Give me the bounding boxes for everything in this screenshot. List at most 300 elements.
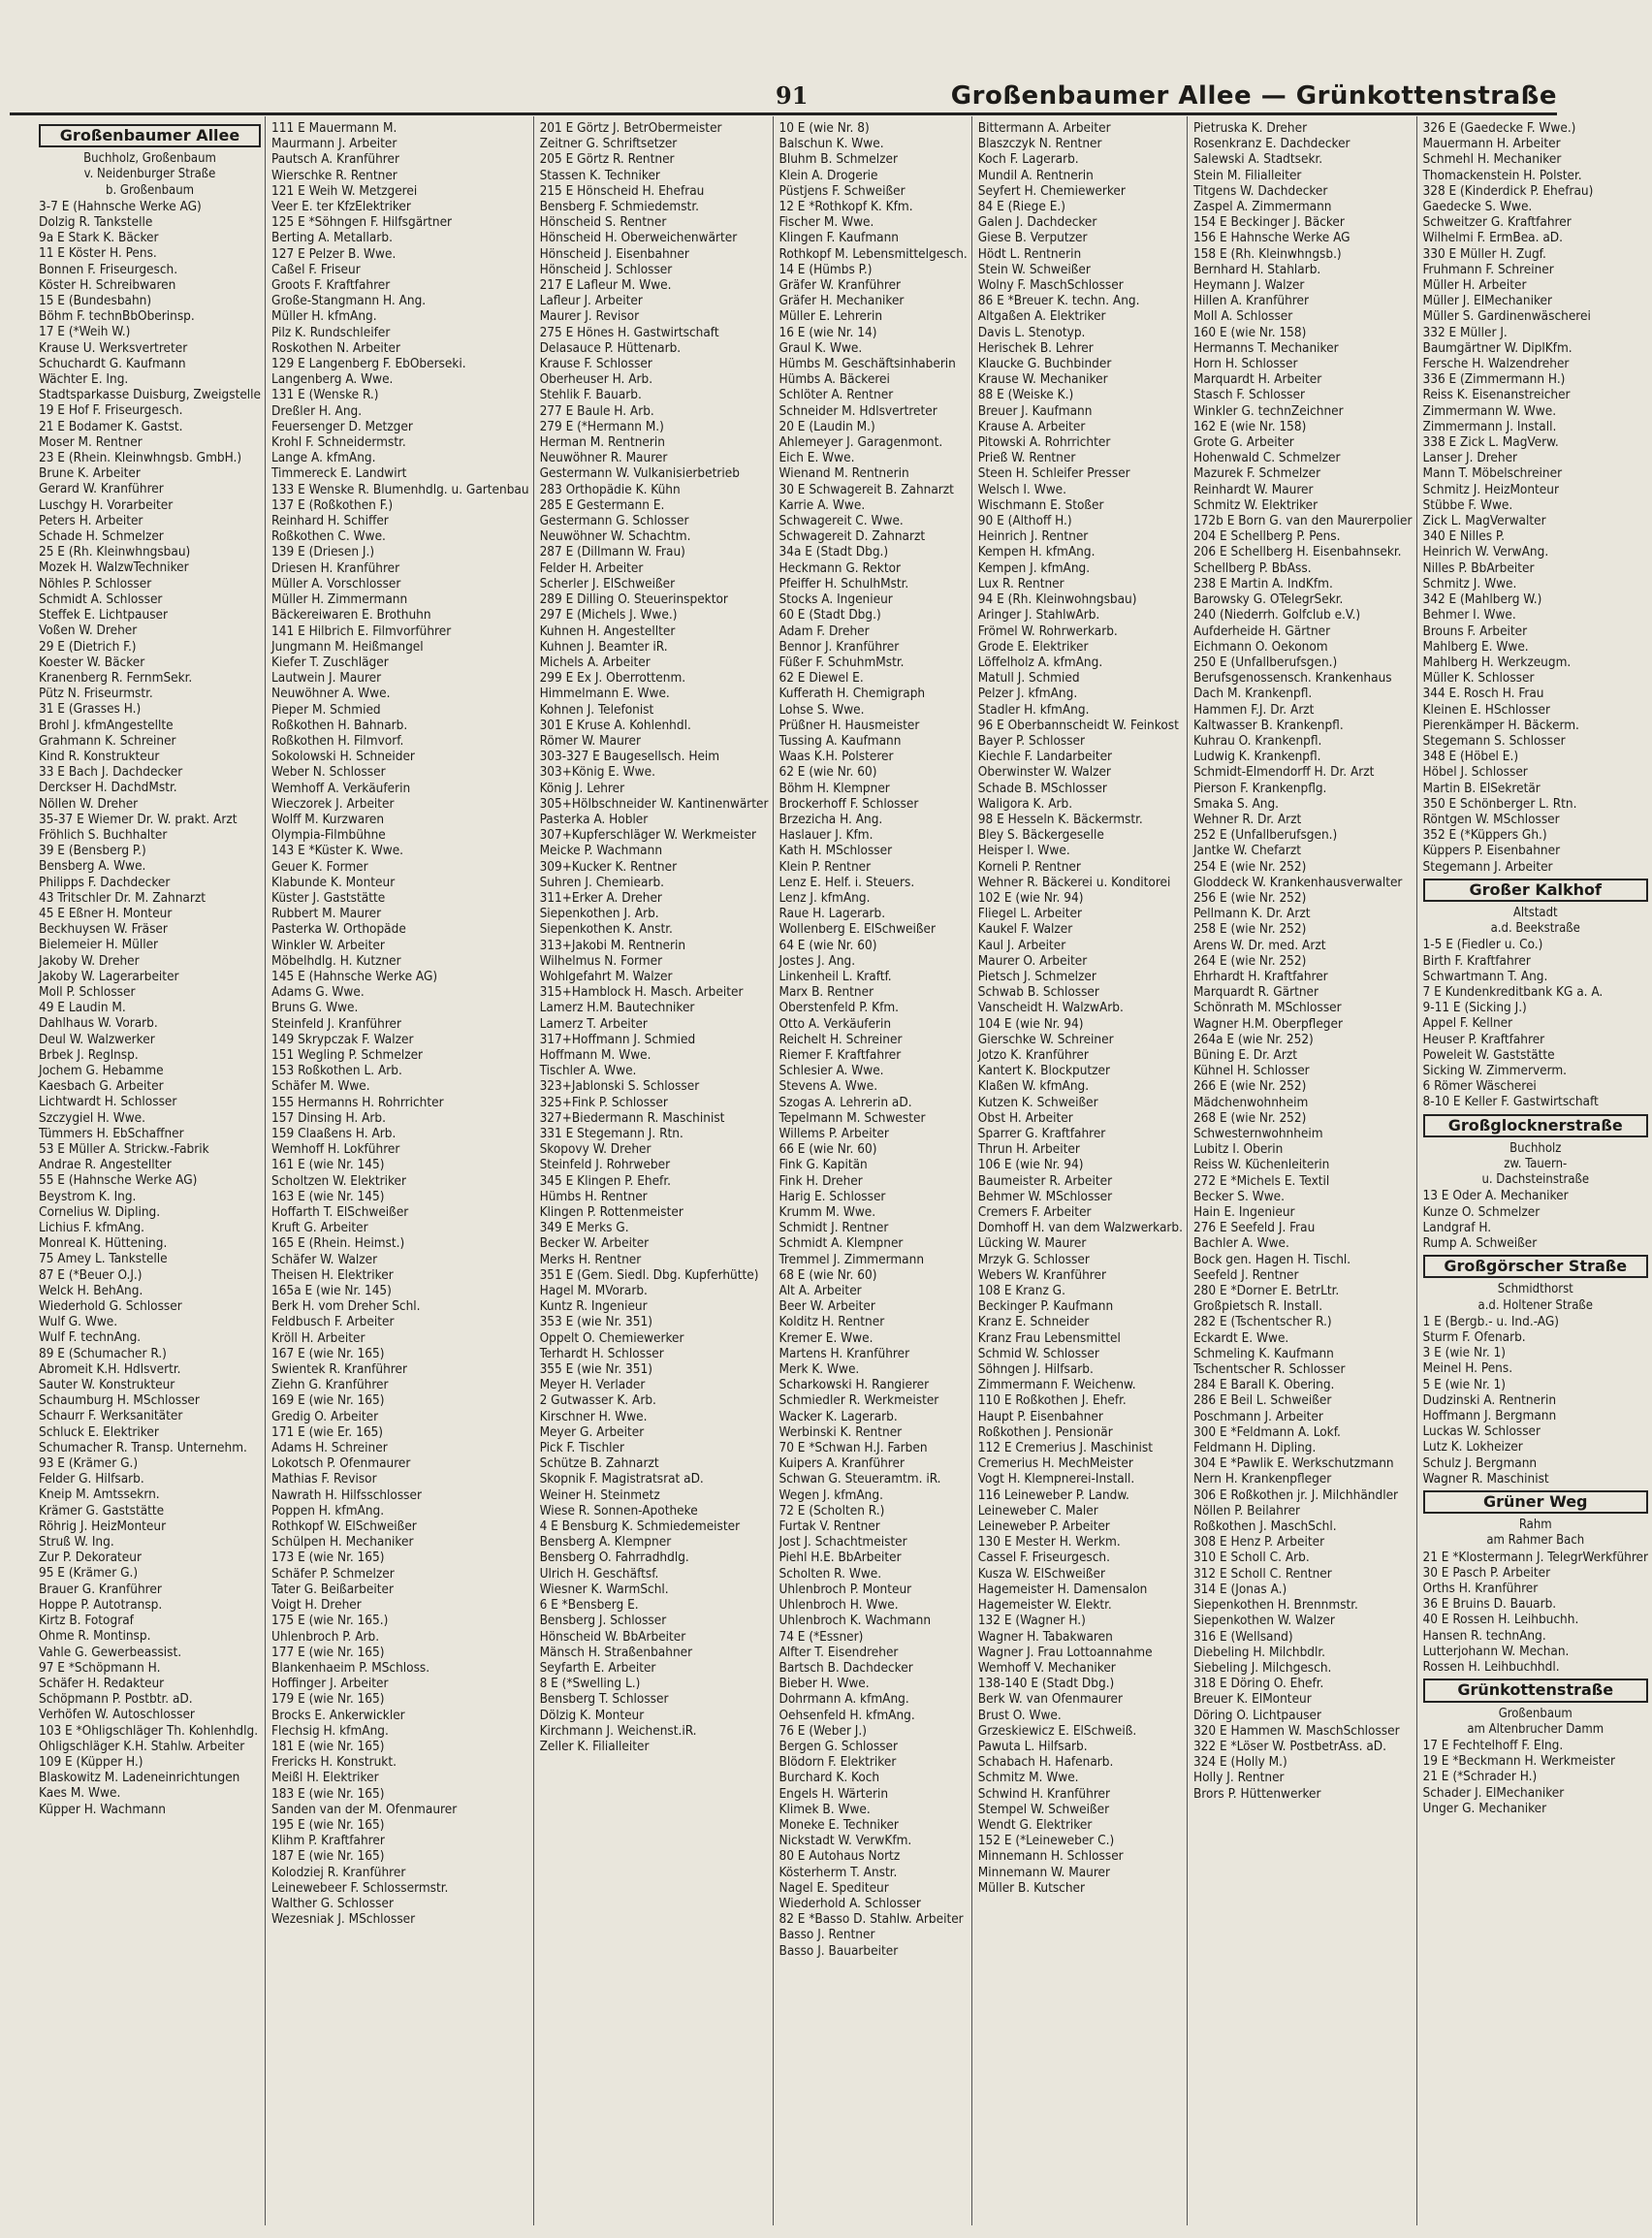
directory-entry: Bergen G. Schlosser <box>778 1738 898 1754</box>
directory-entry: Brzezicha H. Ang. <box>778 811 883 827</box>
directory-entry: 332 E Müller J. <box>1422 324 1508 340</box>
directory-entry: Bartsch B. Dachdecker <box>778 1659 913 1676</box>
directory-entry: 277 E Baule H. Arb. <box>539 402 654 419</box>
directory-entry: 1-5 E (Fiedler u. Co.) <box>1422 937 1543 953</box>
directory-entry: 3-7 E (Hahnsche Werke AG) <box>39 198 202 214</box>
directory-entry: 9a E Stark K. Bäcker <box>39 230 159 246</box>
directory-entry: Schluck E. Elektriker <box>39 1423 159 1440</box>
directory-entry: Felder H. Arbeiter <box>539 560 644 576</box>
directory-entry: 125 E *Söhngen F. Hilfsgärtner <box>271 214 453 231</box>
directory-entry: Martin B. ElSekretär <box>1422 780 1541 796</box>
directory-entry: 1 E (Bergb.- u. Ind.-AG) <box>1422 1313 1559 1329</box>
directory-entry: Römer W. Maurer <box>539 732 641 749</box>
directory-entry: Reichelt H. Schreiner <box>778 1031 903 1047</box>
directory-entry: 324 E (Holly M.) <box>1192 1754 1287 1771</box>
street-heading: Grüner Weg <box>1423 1490 1649 1514</box>
directory-entry: 315+Hamblock H. Masch. Arbeiter <box>539 984 744 1001</box>
directory-entry: 29 E (Dietrich F.) <box>39 638 137 655</box>
directory-entry: Lenz J. kfmAng. <box>778 889 871 906</box>
directory-entry: Flechsig H. kfmAng. <box>271 1722 389 1739</box>
street-heading: Großer Kalkhof <box>1423 879 1649 902</box>
directory-entry: Schmidt-Elmendorff H. Dr. Arzt <box>1192 764 1375 781</box>
directory-entry: Scholten R. Wwe. <box>778 1565 882 1582</box>
directory-entry: Wagner R. Maschinist <box>1422 1470 1549 1487</box>
directory-entry: Blankenhaeim P. MSchloss. <box>271 1659 430 1676</box>
directory-entry: Zimmermann W. Wwe. <box>1422 402 1557 419</box>
directory-entry: 103 E *Ohligschläger Th. Kohlenhdlg. <box>39 1722 259 1739</box>
directory-entry: 323+Jablonski S. Schlosser <box>539 1078 700 1095</box>
directory-entry: Schwan G. Steueramtm. iR. <box>778 1471 941 1487</box>
directory-entry: Ulrich H. Geschäftsf. <box>539 1565 659 1582</box>
directory-entry: Becker S. Wwe. <box>1192 1188 1286 1204</box>
directory-entry: 19 E Hof F. Friseurgesch. <box>39 402 183 419</box>
directory-entry: 304 E *Pawlik E. Werkschutzmann <box>1192 1455 1394 1472</box>
directory-entry: Webers W. Kranführer <box>977 1266 1106 1283</box>
directory-entry: 86 E *Breuer K. techn. Ang. <box>977 293 1140 309</box>
page-header <box>10 70 1557 115</box>
directory-entry: Feldbusch F. Arbeiter <box>271 1314 395 1330</box>
directory-entry: Wolff M. Kurzwaren <box>271 811 385 827</box>
directory-entry: Thrun H. Arbeiter <box>977 1141 1080 1158</box>
directory-entry: Mann T. Möbelschreiner <box>1422 465 1563 482</box>
directory-entry: 179 E (wie Nr. 165) <box>271 1691 385 1708</box>
directory-entry: Wehner R. Dr. Arzt <box>1192 811 1302 827</box>
directory-entry: Mozek H. WalzwTechniker <box>39 560 189 576</box>
directory-entry: Suhren J. Chemiearb. <box>539 874 665 890</box>
directory-entry: 264 E (wie Nr. 252) <box>1192 952 1307 969</box>
street-subtitle-line: Buchholz, Großenbaum <box>83 151 216 167</box>
directory-entry: Grote G. Arbeiter <box>1192 434 1294 451</box>
directory-entry: Scharkowski H. Rangierer <box>778 1377 930 1393</box>
directory-entry: 154 E Beckinger J. Bäcker <box>1192 214 1345 231</box>
directory-entry: Dohrmann A. kfmAng. <box>778 1691 909 1708</box>
directory-entry: Sauter W. Konstrukteur <box>39 1377 175 1393</box>
directory-entry: Wächter E. Ing. <box>39 371 129 388</box>
directory-entry: Feuersenger D. Metzger <box>271 418 413 434</box>
directory-entry: 127 E Pelzer B. Wwe. <box>271 245 397 262</box>
directory-entry: Rothkopf W. ElSchweißer <box>271 1519 417 1535</box>
directory-entry: Roskothen N. Arbeiter <box>271 339 400 356</box>
directory-entry: Nilles P. BbArbeiter <box>1422 560 1535 576</box>
directory-entry: Pietsch J. Schmelzer <box>977 968 1096 984</box>
column-4 <box>773 116 971 2225</box>
directory-entry: Groots F. Kraftfahrer <box>271 277 391 294</box>
directory-entry: Kleinen E. HSchlosser <box>1422 701 1550 718</box>
directory-entry: 316 E (Wellsand) <box>1192 1628 1293 1645</box>
directory-entry: Lutterjohann W. Mechan. <box>1422 1643 1570 1659</box>
directory-entry: Kolditz H. Rentner <box>778 1314 885 1330</box>
column-7 <box>1416 116 1652 2225</box>
directory-entry: Schader J. ElMechaniker <box>1422 1784 1565 1801</box>
directory-entry: Hammen F.J. Dr. Arzt <box>1192 701 1315 718</box>
directory-entry: Holly J. Rentner <box>1192 1770 1285 1786</box>
directory-entry: Skopovy W. Dreher <box>539 1141 651 1158</box>
directory-entry: 14 E (Hümbs P.) <box>778 261 873 277</box>
directory-entry: Gloddeck W. Krankenhausverwalter <box>1192 874 1403 890</box>
directory-entry: Klein A. Drogerie <box>778 167 878 183</box>
directory-entry: Pautsch A. Kranführer <box>271 151 399 168</box>
directory-entry: Stein W. Schweißer <box>977 261 1091 277</box>
directory-entry: Alfter T. Eisendreher <box>778 1644 899 1660</box>
directory-entry: Alt A. Arbeiter <box>778 1283 862 1299</box>
directory-entry: Fink H. Dreher <box>778 1172 863 1189</box>
directory-entry: Pütz N. Friseurmstr. <box>39 686 153 702</box>
directory-entry: 6 E *Bensberg E. <box>539 1597 639 1614</box>
directory-entry: Cremers F. Arbeiter <box>977 1204 1092 1221</box>
directory-entry: Krumm M. Wwe. <box>778 1204 876 1221</box>
directory-entry: Bensberg F. Schmiedemstr. <box>539 199 699 215</box>
directory-entry: 205 E Görtz R. Rentner <box>539 151 675 168</box>
directory-entry: Wendt G. Elektriker <box>977 1816 1093 1833</box>
directory-entry: 344 E. Rosch H. Frau <box>1422 686 1544 702</box>
directory-entry: 90 E (Althoff H.) <box>977 513 1072 529</box>
directory-entry: 175 E (wie Nr. 165.) <box>271 1613 389 1629</box>
directory-entry: Siepenkothen H. Brennmstr. <box>1192 1597 1358 1614</box>
directory-entry: Kranenberg R. FernmSekr. <box>39 669 193 686</box>
directory-entry: Voßen W. Dreher <box>39 623 138 639</box>
directory-entry: Gaedecke S. Wwe. <box>1422 199 1533 215</box>
street-sections <box>1423 879 1649 1816</box>
directory-entry: 8 E (*Swelling L.) <box>539 1676 641 1692</box>
directory-entry: Söhngen J. Hilfsarb. <box>977 1361 1094 1378</box>
directory-entry: Brouns F. Arbeiter <box>1422 623 1528 639</box>
column-2 <box>265 116 533 2225</box>
directory-entry: 39 E (Bensberg P.) <box>39 843 146 859</box>
directory-entry: Schäfer P. Schmelzer <box>271 1565 395 1582</box>
directory-entry: Zimmermann F. Weichenw. <box>977 1377 1136 1393</box>
directory-entry: Müller K. Schlosser <box>1422 670 1535 687</box>
directory-entry: 183 E (wie Nr. 165) <box>271 1785 385 1802</box>
street-subtitle-line: Großenbaum <box>1498 1706 1573 1721</box>
directory-entry: Ludwig K. Krankenpfl. <box>1192 749 1321 765</box>
directory-entry: Dudzinski A. Rentnerin <box>1422 1391 1557 1408</box>
directory-entry: Klaucke G. Buchbinder <box>977 356 1112 372</box>
directory-entry: Fliegel L. Arbeiter <box>977 906 1082 922</box>
directory-entry: Heisper I. Wwe. <box>977 843 1070 859</box>
directory-entry: 25 E (Rh. Kleinwhngsbau) <box>39 544 191 560</box>
directory-entry: Kirchmann J. Weichenst.iR. <box>539 1722 697 1739</box>
directory-entry: Oberwinster W. Walzer <box>977 764 1111 781</box>
directory-entry: Stadtsparkasse Duisburg, Zweigstelle <box>39 387 262 403</box>
directory-entry: Schuchardt G. Kaufmann <box>39 355 186 371</box>
directory-entry: 4 E Bensburg K. Schmiedemeister <box>539 1519 741 1535</box>
directory-entry: Zick L. MagVerwalter <box>1422 513 1546 529</box>
directory-entry: Neuwöhner A. Wwe. <box>271 686 391 702</box>
directory-entry: Weber N. Schlosser <box>271 764 386 781</box>
directory-entry: Berting A. Metallarb. <box>271 230 393 246</box>
street-heading: Großgörscher Straße <box>1423 1255 1649 1278</box>
directory-entry: Schmitz J. HeizMonteur <box>1422 481 1559 497</box>
directory-entry: Ohligschläger K.H. Stahlw. Arbeiter <box>39 1738 245 1754</box>
directory-entry: Karrie A. Wwe. <box>778 496 866 513</box>
directory-entry: 45 E Eßner H. Monteur <box>39 905 173 921</box>
directory-entry: Kirtz B. Fotograf <box>39 1613 134 1629</box>
directory-entry: Gräfer W. Kranführer <box>778 277 902 294</box>
directory-entry: 307+Kupferschläger W. Werkmeister <box>539 827 757 844</box>
directory-entry: 163 E (wie Nr. 145) <box>271 1188 385 1204</box>
directory-entry: Basso J. Bauarbeiter <box>778 1942 899 1959</box>
directory-entry: Linkenheil L. Kraftf. <box>778 968 892 984</box>
directory-entry: Kneip M. Amtssekrn. <box>39 1487 160 1503</box>
directory-entry: Marquardt H. Arbeiter <box>1192 371 1322 388</box>
directory-entry: Wemhoff V. Mechaniker <box>977 1659 1116 1676</box>
directory-entry: Eckardt E. Wwe. <box>1192 1329 1289 1346</box>
directory-entry: Rosenkranz E. Dachdecker <box>1192 136 1350 152</box>
directory-entry: Wehner R. Bäckerei u. Konditorei <box>977 874 1171 890</box>
directory-entry: 173 E (wie Nr. 165) <box>271 1550 385 1566</box>
directory-entry: Peters H. Arbeiter <box>39 512 143 528</box>
directory-entry: Landgraf H. <box>1422 1219 1492 1235</box>
directory-entry: 322 E *Löser W. PostbetrAss. aD. <box>1192 1738 1386 1754</box>
directory-entry: Blaszczyk N. Rentner <box>977 136 1102 152</box>
directory-entry: Appel F. Kellner <box>1422 1015 1513 1032</box>
directory-entry: Grahmann K. Schreiner <box>39 732 176 749</box>
directory-entry: 320 E Hammen W. MaschSchlosser <box>1192 1722 1400 1739</box>
directory-entry: 305+Hölbschneider W. Kantinenwärter <box>539 795 769 812</box>
directory-entry: Lenz E. Helf. i. Steuers. <box>778 874 915 890</box>
directory-entry: 75 Amey L. Tankstelle <box>39 1251 168 1267</box>
directory-entry: Bensberg A. Klempner <box>539 1534 672 1551</box>
directory-entry: Herischek B. Lehrer <box>977 339 1094 356</box>
directory-entry: 342 E (Mahlberg W.) <box>1422 591 1542 608</box>
directory-entry: Mädchenwohnheim <box>1192 1094 1309 1110</box>
directory-entry: 250 E (Unfallberufsgen.) <box>1192 654 1338 670</box>
directory-entry: 98 E Hesseln K. Bäckermstr. <box>977 811 1143 827</box>
directory-entry: Baumgärtner W. DiplKfm. <box>1422 339 1573 356</box>
directory-entry: Pick F. Tischler <box>539 1440 624 1456</box>
directory-entry: Tschentscher R. Schlosser <box>1192 1361 1346 1378</box>
directory-entry: Herman M. Rentnerin <box>539 434 665 451</box>
directory-entry: Stübbe F. Wwe. <box>1422 496 1513 513</box>
directory-entry: Schmitz W. Elektriker <box>1192 496 1318 513</box>
directory-entry: Schmiedler R. Werkmeister <box>778 1392 939 1409</box>
directory-entry: Winkler G. technZeichner <box>1192 402 1344 419</box>
directory-entry: 351 E (Gem. Siedl. Dbg. Kupferhütte) <box>539 1266 759 1283</box>
directory-entry: Große-Stangmann H. Ang. <box>271 293 427 309</box>
directory-entry: Bley S. Bäckergeselle <box>977 827 1104 844</box>
directory-entry: Seyfarth E. Arbeiter <box>539 1659 656 1676</box>
directory-entry: 104 E (wie Nr. 94) <box>977 1015 1084 1032</box>
directory-entry: 283 Orthopädie K. Kühn <box>539 481 681 497</box>
directory-entry: Oehsenfeld H. kfmAng. <box>778 1707 915 1723</box>
directory-entry: Schmidt A. Schlosser <box>39 591 163 607</box>
directory-entry: Kempen H. kfmAng. <box>977 544 1096 560</box>
directory-entry: Küster J. Gaststätte <box>271 889 386 906</box>
directory-entry: Fruhmann F. Schreiner <box>1422 261 1554 277</box>
directory-entry: 159 Claaßens H. Arb. <box>271 1126 397 1141</box>
directory-entry: Salewski A. Stadtsekr. <box>1192 151 1323 168</box>
directory-entry: Döring O. Lichtpauser <box>1192 1707 1322 1723</box>
directory-entry: Kaul J. Arbeiter <box>977 937 1066 953</box>
directory-entry: Swientek R. Kranführer <box>271 1361 407 1378</box>
directory-entry: 331 E Stegemann J. Rtn. <box>539 1126 683 1141</box>
directory-entry: Frericks H. Konstrukt. <box>271 1754 397 1771</box>
directory-entry: Reiss W. Küchenleiterin <box>1192 1157 1330 1173</box>
directory-entry: Mazurek F. Schmelzer <box>1192 465 1321 482</box>
directory-entry: Schöpmann P. Postbtr. aD. <box>39 1691 193 1708</box>
directory-entry: Andrae R. Angestellter <box>39 1157 172 1173</box>
directory-entry: 285 E Gestermann E. <box>539 496 665 513</box>
directory-entry: 70 E *Schwan H.J. Farben <box>778 1440 928 1456</box>
directory-entry: Bluhm B. Schmelzer <box>778 151 898 168</box>
directory-entry: Eich E. Wwe. <box>778 450 855 466</box>
directory-entry: Wischmann E. Stoßer <box>977 496 1104 513</box>
directory-entry: Birth F. Kraftfahrer <box>1422 952 1531 969</box>
directory-entry: Hönscheid S. Rentner <box>539 214 667 231</box>
directory-entry: Bielemeier H. Müller <box>39 937 159 953</box>
directory-entry: Tremmel J. Zimmermann <box>778 1251 925 1267</box>
directory-entry: Otto A. Verkäuferin <box>778 1015 892 1032</box>
directory-entry: Lohse S. Wwe. <box>778 701 865 718</box>
directory-entry: 280 E *Dorner E. BetrLtr. <box>1192 1283 1340 1299</box>
directory-entry: Behmer W. MSchlosser <box>977 1188 1113 1204</box>
directory-entry: Jost J. Schachtmeister <box>778 1534 907 1551</box>
directory-entry: Steinfeld J. Rohrweber <box>539 1157 671 1173</box>
directory-entry: 139 E (Driesen J.) <box>271 544 375 560</box>
directory-entry: Bernhard H. Stahlarb. <box>1192 261 1321 277</box>
directory-entry: Hoffmann J. Bergmann <box>1422 1408 1557 1424</box>
directory-entry: 187 E (wie Nr. 165) <box>271 1848 385 1865</box>
directory-entry: 289 E Dilling O. Steuerinspektor <box>539 591 728 608</box>
directory-entry: Hagel M. MVorarb. <box>539 1283 648 1299</box>
directory-entry: 108 E Kranz G. <box>977 1283 1065 1299</box>
directory-entry: 129 E Langenberg F. EbOberseki. <box>271 356 466 372</box>
directory-entry: Balschun K. Wwe. <box>778 136 884 152</box>
directory-entry: Hoppe P. Autotransp. <box>39 1596 163 1613</box>
directory-entry: 330 E Müller H. Zugf. <box>1422 245 1546 262</box>
directory-entry: Kuhrau O. Krankenpfl. <box>1192 732 1322 749</box>
directory-entry: Löffelholz A. kfmAng. <box>977 654 1103 670</box>
directory-entry: Krohl F. Schneidermstr. <box>271 434 406 451</box>
directory-entry: Basso J. Rentner <box>778 1927 875 1943</box>
directory-entry: Mahlberg H. Werkzeugm. <box>1422 654 1572 670</box>
directory-entry: Zur P. Dekorateur <box>39 1550 142 1566</box>
directory-entry: 172b E Born G. van den Maurerpolier <box>1192 513 1413 529</box>
directory-entry: Furtak V. Rentner <box>778 1519 880 1535</box>
directory-entry: Kröll H. Arbeiter <box>271 1329 365 1346</box>
directory-entry: Adam F. Dreher <box>778 623 870 639</box>
directory-entry: Dreßler H. Ang. <box>271 402 363 419</box>
directory-entry: Cornelius W. Dipling. <box>39 1203 161 1220</box>
directory-entry: Bock gen. Hagen H. Tischl. <box>1192 1251 1351 1267</box>
street-subtitle-line: b. Großenbaum <box>106 182 195 198</box>
directory-entry: 72 E (Scholten R.) <box>778 1502 885 1519</box>
directory-entry: Baumeister R. Arbeiter <box>977 1172 1113 1189</box>
directory-columns <box>33 116 1649 2225</box>
directory-entry: 34a E (Stadt Dbg.) <box>778 544 889 560</box>
directory-entry: 89 E (Schumacher R.) <box>39 1345 167 1361</box>
directory-entry: Blaskowitz M. Ladeneinrichtungen <box>39 1770 240 1786</box>
directory-entry: Kolodziej R. Kranführer <box>271 1864 406 1880</box>
directory-entry: Siepenkothen K. Anstr. <box>539 921 673 938</box>
entry-list <box>779 120 968 1959</box>
directory-entry: Nawrath H. Hilfsschlosser <box>271 1487 422 1503</box>
directory-entry: 132 E (Wagner H.) <box>977 1613 1086 1629</box>
directory-entry: Fink G. Kapitän <box>778 1157 868 1173</box>
directory-entry: Delasauce P. Hüttenarb. <box>539 339 682 356</box>
directory-entry: Fröhlich S. Buchhalter <box>39 826 168 843</box>
directory-entry: Höbel J. Schlosser <box>1422 764 1528 781</box>
directory-entry: Zaspel A. Zimmermann <box>1192 199 1332 215</box>
directory-entry: Mathias F. Revisor <box>271 1471 377 1487</box>
directory-entry: Pasterka W. Orthopäde <box>271 921 406 938</box>
directory-entry: 138-140 E (Stadt Dbg.) <box>977 1676 1115 1692</box>
directory-entry: 299 E Ex J. Oberrottenm. <box>539 670 686 687</box>
directory-entry: Hümbs H. Rentner <box>539 1188 648 1204</box>
directory-entry: Meyer G. Arbeiter <box>539 1423 645 1440</box>
directory-entry: 256 E (wie Nr. 252) <box>1192 889 1307 906</box>
directory-entry: Hümbs A. Bäckerei <box>778 371 890 388</box>
directory-entry: Böhm H. Klempner <box>778 780 890 796</box>
directory-entry: Roßkothen C. Wwe. <box>271 528 386 545</box>
directory-entry: 303-327 E Baugesellsch. Heim <box>539 749 720 765</box>
directory-entry: 340 E Nilles P. <box>1422 528 1506 545</box>
directory-entry: 96 E Oberbannscheidt W. Feinkost <box>977 717 1179 733</box>
directory-entry: 64 E (wie Nr. 60) <box>778 937 877 953</box>
directory-entry: Philipps F. Dachdecker <box>39 874 171 890</box>
directory-entry: Titgens W. Dachdecker <box>1192 182 1328 199</box>
directory-entry: Wiese R. Sonnen-Apotheke <box>539 1502 698 1519</box>
directory-entry: Gierschke W. Schreiner <box>977 1031 1114 1047</box>
directory-entry: Pelzer J. kfmAng. <box>977 686 1078 702</box>
directory-entry: Steffek E. Lichtpauser <box>39 607 168 623</box>
directory-entry: Wagner H.M. Oberpfleger <box>1192 1015 1343 1032</box>
directory-entry: Luschgy H. Vorarbeiter <box>39 496 174 513</box>
directory-entry: Meicke P. Wachmann <box>539 843 663 859</box>
directory-entry: Klein P. Rentner <box>778 858 872 875</box>
directory-entry: 84 E (Riege E.) <box>977 199 1065 215</box>
directory-entry: Walther G. Schlosser <box>271 1895 394 1911</box>
directory-entry: Werbinski K. Rentner <box>778 1423 903 1440</box>
directory-entry: 80 E Autohaus Nortz <box>778 1848 901 1865</box>
directory-entry: 110 E Roßkothen J. Ehefr. <box>977 1392 1127 1409</box>
directory-entry: Terhardt H. Schlosser <box>539 1345 664 1361</box>
directory-entry: 149 Skrypczak F. Walzer <box>271 1031 414 1047</box>
directory-entry: Jochem G. Hebamme <box>39 1062 164 1078</box>
directory-entry: Mänsch H. Straßenbahner <box>539 1644 693 1660</box>
directory-entry: Schlesier A. Wwe. <box>778 1063 884 1079</box>
directory-entry: Küppers P. Eisenbahner <box>1422 843 1561 859</box>
directory-entry: Schmitz J. Wwe. <box>1422 575 1517 591</box>
directory-entry: 309+Kucker K. Rentner <box>539 858 678 875</box>
directory-entry: Kranz Frau Lebensmittel <box>977 1329 1121 1346</box>
directory-entry: Giese B. Verputzer <box>977 230 1088 246</box>
directory-entry: Langenberg A. Wwe. <box>271 371 394 388</box>
directory-entry: 311+Erker A. Dreher <box>539 889 662 906</box>
entry-list <box>1423 120 1649 875</box>
directory-entry: Jantke W. Chefarzt <box>1192 843 1301 859</box>
directory-entry: 68 E (wie Nr. 60) <box>778 1266 877 1283</box>
directory-entry: Uhlenbroch P. Arb. <box>271 1628 380 1645</box>
directory-entry: Engels H. Wärterin <box>778 1785 889 1802</box>
directory-entry: Nickstadt W. VerwKfm. <box>778 1833 912 1849</box>
directory-entry: Schütze B. Zahnarzt <box>539 1455 659 1472</box>
directory-entry: Wierschke R. Rentner <box>271 167 397 183</box>
directory-entry: Orths H. Kranführer <box>1422 1581 1539 1597</box>
directory-entry: 161 E (wie Nr. 145) <box>271 1157 385 1173</box>
directory-entry: 275 E Hönes H. Gastwirtschaft <box>539 324 719 340</box>
directory-entry: Derckser H. DachdMstr. <box>39 780 177 796</box>
directory-entry: Prüßner H. Hausmeister <box>778 717 920 733</box>
directory-entry: Veer E. ter KfzElektriker <box>271 199 411 215</box>
directory-entry: 66 E (wie Nr. 60) <box>778 1141 877 1158</box>
directory-entry: Nagel E. Spediteur <box>778 1879 889 1896</box>
directory-entry: Schweitzer G. Kraftfahrer <box>1422 214 1572 231</box>
directory-entry: Müller A. Vorschlosser <box>271 575 401 591</box>
directory-entry: Wieczorek J. Arbeiter <box>271 795 395 812</box>
directory-entry: 21 E Bodamer K. Gastst. <box>39 418 183 434</box>
directory-entry: Verhöfen W. Autoschlosser <box>39 1707 195 1723</box>
